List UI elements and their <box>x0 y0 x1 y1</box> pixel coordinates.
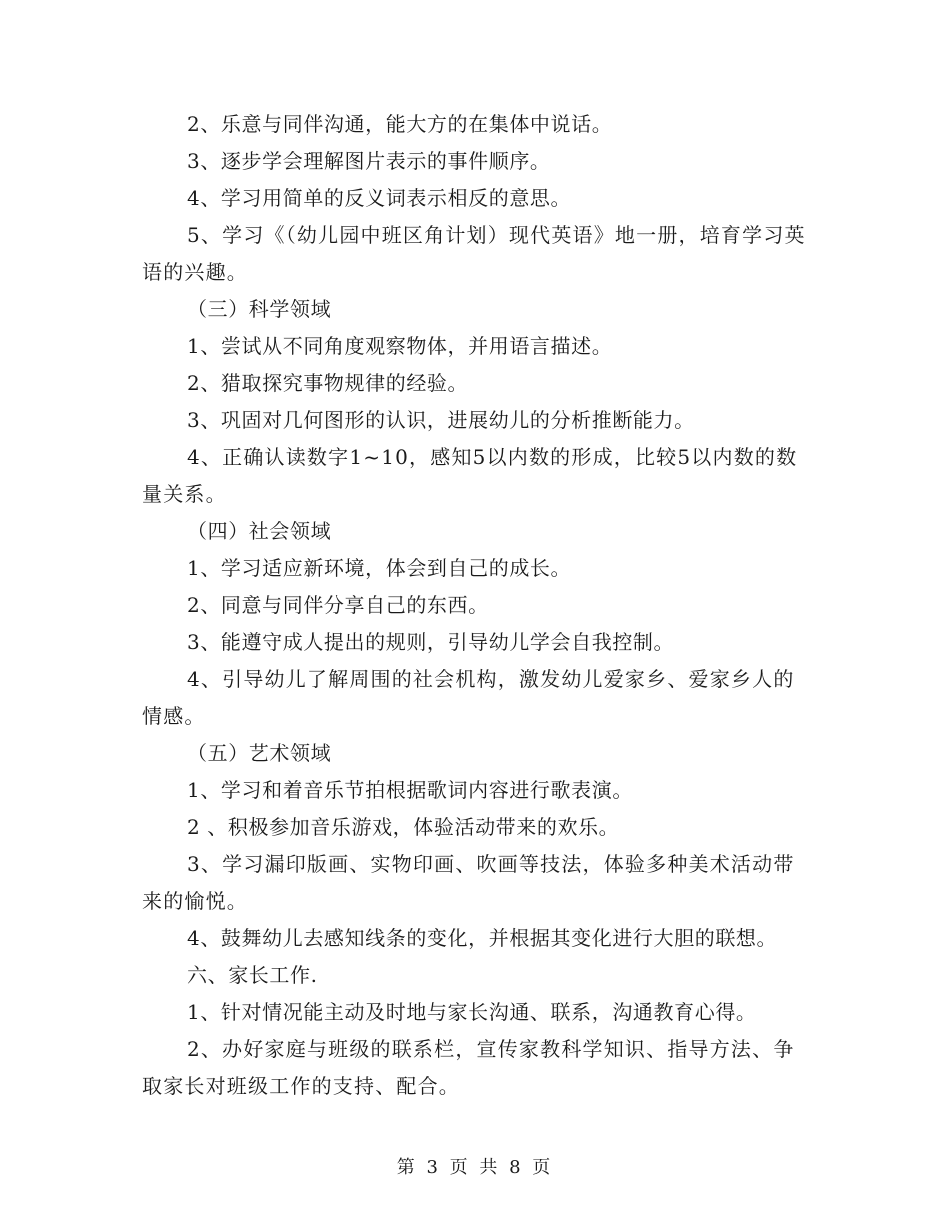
paragraph-2: 3、逐步学会理解图片表示的事件顺序。 <box>187 149 551 173</box>
section-heading-art: （五）艺术领域 <box>187 741 332 765</box>
page-footer: 第 3 页 共 8 页 <box>396 1157 554 1178</box>
section-heading-science: （三）科学领域 <box>187 297 332 321</box>
paragraph-11: 1、学习适应新环境，体会到自己的成长。 <box>187 556 572 580</box>
paragraph-3: 4、学习用简单的反义词表示相反的意思。 <box>187 186 572 210</box>
paragraph-22: 2、办好家庭与班级的联系栏，宣传家教科学知识、指导方法、争取家长对班级工作的支持、配合。 <box>142 1037 795 1098</box>
paragraph-21: 1、针对情况能主动及时地与家长沟通、联系，沟通教育心得。 <box>187 1000 757 1024</box>
paragraph-18: 3、学习漏印版画、实物印画、吹画等技法，体验多种美术活动带来的愉悦。 <box>142 852 795 913</box>
paragraph-14: 4、引导幼儿了解周围的社会机构，激发幼儿爱家乡、爱家乡人的情感。 <box>142 667 795 728</box>
paragraph-16: 1、学习和着音乐节拍根据歌词内容进行歌表演。 <box>187 778 633 802</box>
section-heading-parents: 六、家长工作. <box>187 963 318 987</box>
paragraph-6: 1、尝试从不同角度观察物体，并用语言描述。 <box>187 334 613 358</box>
paragraph-4: 5、学习《（幼儿园中班区角计划）现代英语》地一册，培育学习英语的兴趣。 <box>142 223 806 284</box>
paragraph-12: 2、同意与同伴分享自己的东西。 <box>187 593 489 617</box>
paragraph-13: 3、能遵守成人提出的规则，引导幼儿学会自我控制。 <box>187 630 675 654</box>
paragraph-7: 2、猎取探究事物规律的经验。 <box>187 371 469 395</box>
paragraph-19: 4、鼓舞幼儿去感知线条的变化，并根据其变化进行大胆的联想。 <box>187 926 778 950</box>
paragraph-1: 2、乐意与同伴沟通，能大方的在集体中说话。 <box>187 112 613 136</box>
document-body <box>142 106 812 1105</box>
paragraph-8: 3、巩固对几何图形的认识，进展幼儿的分析推断能力。 <box>187 408 695 432</box>
paragraph-17: 2 、积极参加音乐游戏，体验活动带来的欢乐。 <box>187 815 620 839</box>
paragraph-9: 4、正确认读数字1~10，感知5以内数的形成，比较5以内数的数量关系。 <box>142 445 798 506</box>
section-heading-social: （四）社会领域 <box>187 519 332 543</box>
